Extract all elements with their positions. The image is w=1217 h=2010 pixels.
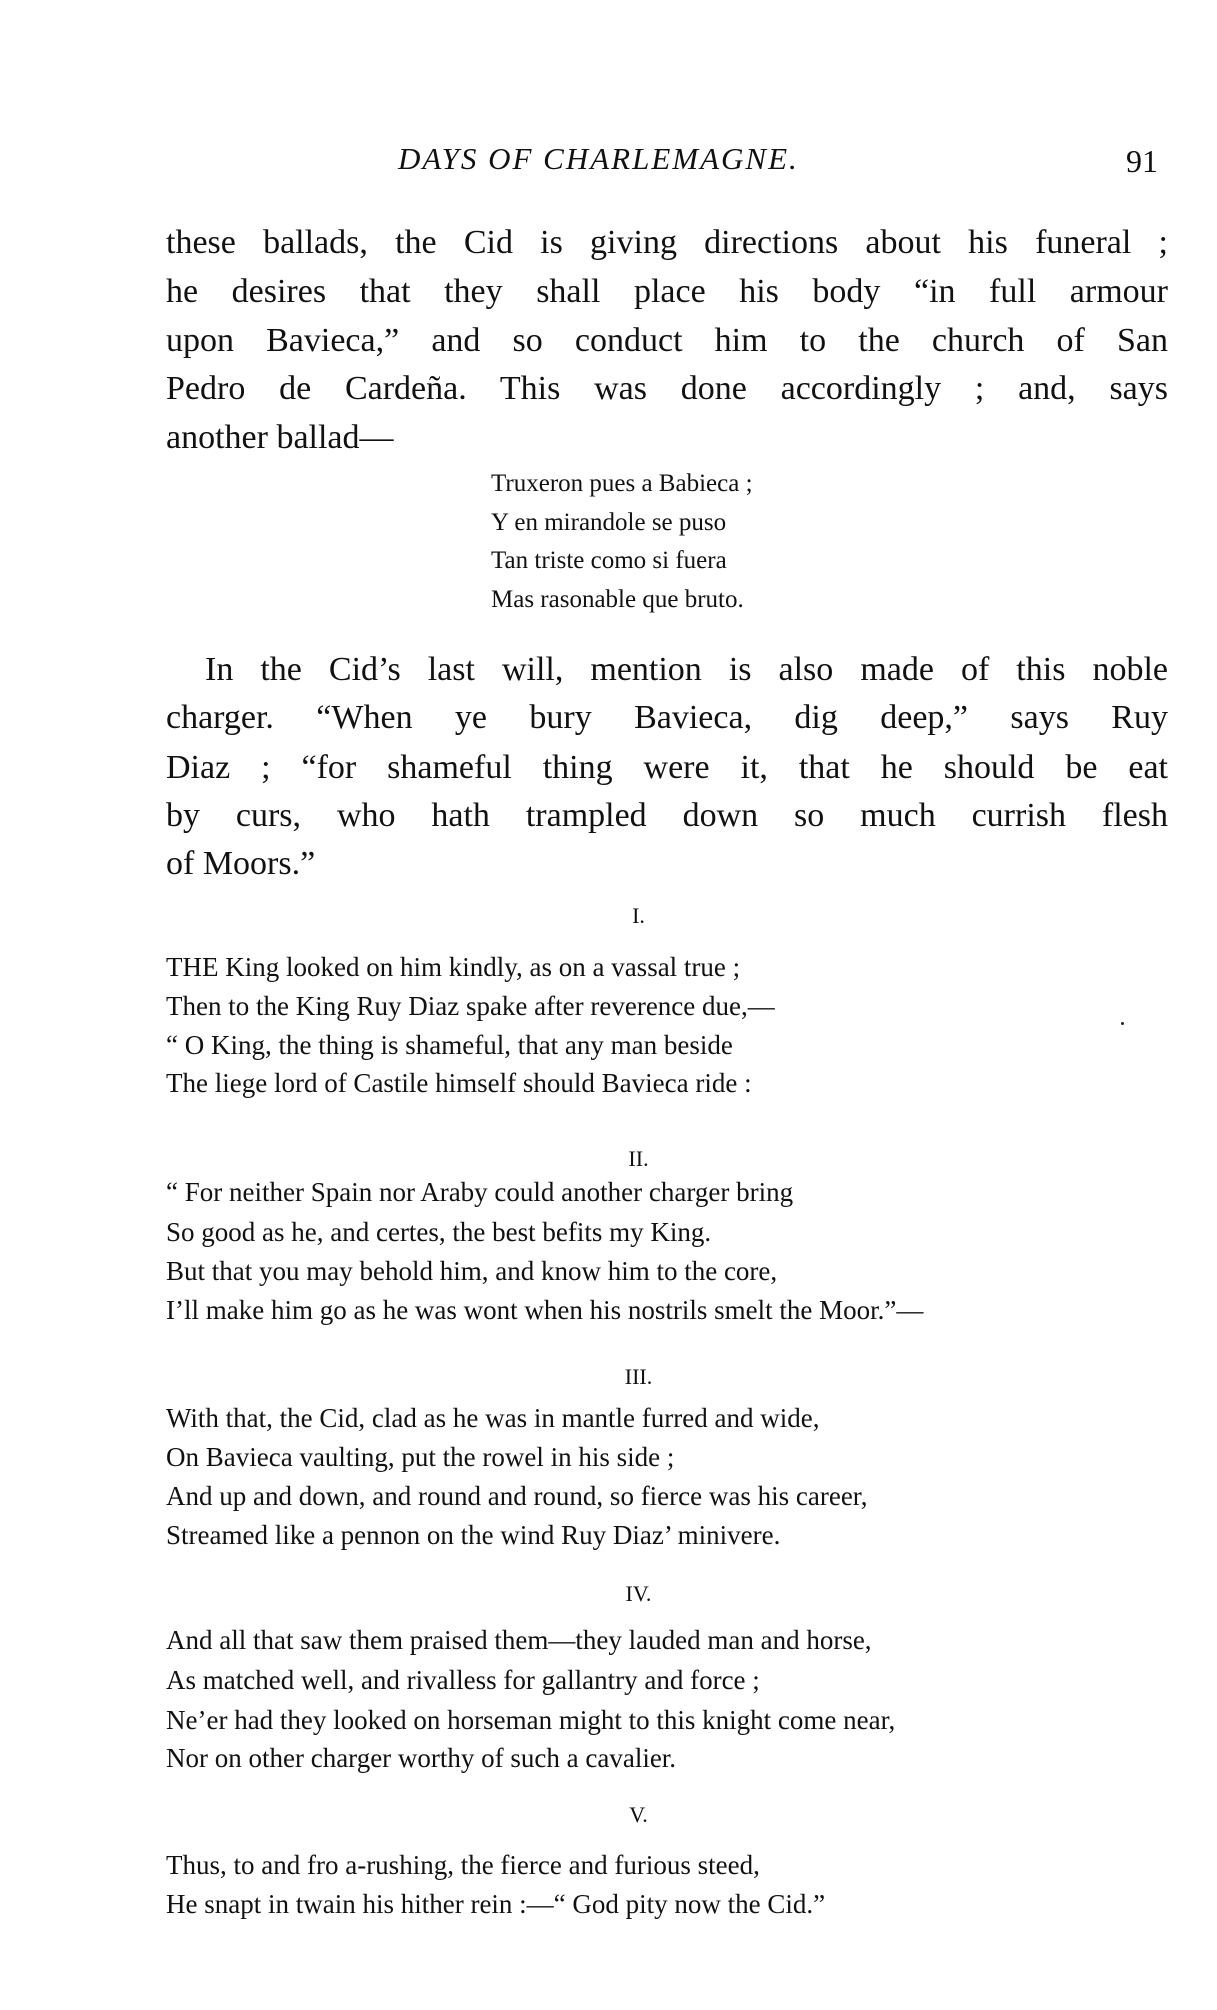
stanza-numeral: II. xyxy=(628,1146,649,1171)
verse-line: Ne’er had they looked on horseman might to this knight come near, xyxy=(166,1705,896,1735)
verse-line: I’ll make him go as he was wont when his nostrils smelt the Moor.”— xyxy=(166,1295,924,1325)
verse-line: The liege lord of Castile himself should Bavieca ride : xyxy=(166,1068,752,1098)
verse-line: Streamed like a pennon on the wind Ruy Diaz’ minivere. xyxy=(166,1520,781,1550)
verse-line: On Bavieca vaulting, put the rowel in his side ; xyxy=(166,1442,675,1472)
paragraph-line: upon Bavieca,” and so conduct him to the church of San xyxy=(166,322,1168,359)
ink-speck xyxy=(1121,1022,1124,1025)
stanza-numeral: I. xyxy=(632,903,645,928)
paragraph-line: In the Cid’s last will, mention is also made of this noble xyxy=(205,651,1168,688)
verse-line: And all that saw them praised them—they lauded man and horse, xyxy=(166,1625,872,1655)
verse-line: With that, the Cid, clad as he was in mantle furred and wide, xyxy=(166,1403,820,1433)
paragraph-line: these ballads, the Cid is giving directions about his funeral ; xyxy=(166,224,1168,261)
stanza-numeral: V. xyxy=(629,1802,648,1827)
stanza-numeral: III. xyxy=(624,1364,653,1389)
paragraph-line: charger. “When ye bury Bavieca, dig deep,” says Ruy xyxy=(166,699,1168,736)
page-number: 91 xyxy=(1126,143,1158,179)
verse-line: And up and down, and round and round, so fierce was his career, xyxy=(166,1481,868,1511)
verse-line: THE King looked on him kindly, as on a vassal true ; xyxy=(166,952,741,982)
ballad-line: Tan triste como si fuera xyxy=(491,547,727,574)
verse-line: Then to the King Ruy Diaz spake after reverence due,— xyxy=(166,991,775,1021)
paragraph-line: of Moors.” xyxy=(166,845,316,882)
ballad-line: Mas rasonable que bruto. xyxy=(491,586,744,613)
verse-line: “ For neither Spain nor Araby could another charger bring xyxy=(166,1177,794,1207)
paragraph-line: Pedro de Cardeña. This was done accordingly ; and, says xyxy=(166,370,1168,407)
verse-line: Nor on other charger worthy of such a cavalier. xyxy=(166,1743,677,1773)
paragraph-line: another ballad— xyxy=(166,419,394,456)
verse-line: As matched well, and rivalless for gallantry and force ; xyxy=(166,1665,760,1695)
verse-line: He snapt in twain his hither rein :—“ God pity now the Cid.” xyxy=(166,1889,826,1919)
verse-line: So good as he, and certes, the best befits my King. xyxy=(166,1217,712,1247)
running-title: DAYS OF CHARLEMAGNE. xyxy=(398,141,799,176)
stanza-numeral: IV. xyxy=(625,1581,652,1606)
paragraph-line: by curs, who hath trampled down so much currish flesh xyxy=(166,797,1168,834)
verse-line: But that you may behold him, and know him to the core, xyxy=(166,1256,778,1286)
verse-line: Thus, to and fro a-rushing, the fierce and furious steed, xyxy=(166,1850,760,1880)
verse-line: “ O King, the thing is shameful, that any man beside xyxy=(166,1030,733,1060)
ballad-line: Truxeron pues a Babieca ; xyxy=(491,470,753,497)
paragraph-line: he desires that they shall place his body “in full armour xyxy=(166,273,1168,310)
ballad-line: Y en mirandole se puso xyxy=(491,509,727,536)
paragraph-line: Diaz ; “for shameful thing were it, that he should be eat xyxy=(166,749,1168,786)
